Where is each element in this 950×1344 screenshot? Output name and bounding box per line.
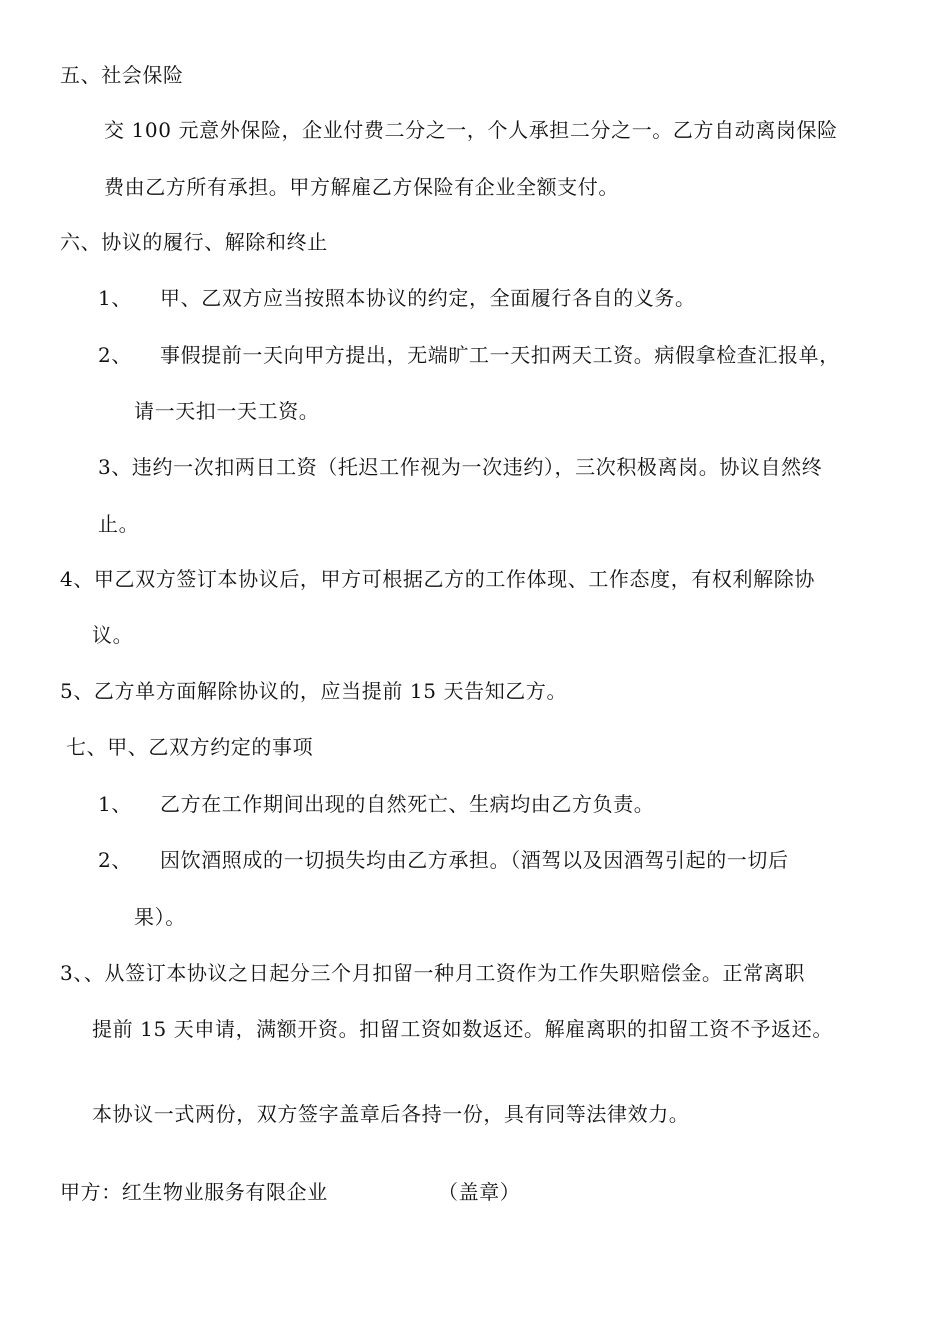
section6-item1	[98, 284, 696, 312]
section5-heading: 五、社会保险	[60, 63, 184, 87]
section6-item1-text: 甲、乙双方应当按照本协议的约定，全面履行各自的义务。	[160, 286, 696, 310]
section6-item1-number: 1、	[98, 286, 132, 310]
section6-item4-line2: 议。	[92, 623, 134, 647]
section7-item1-number: 1、	[98, 792, 132, 816]
section5-text-line1: 交 100 元意外保险，企业付费二分之一，个人承担二分之一。乙方自动离岗保险	[104, 118, 838, 142]
section6-item2-text: 事假提前一天向甲方提出，无端旷工一天扣两天工资。病假拿检查汇报单，	[160, 343, 840, 367]
section6-item5: 5、乙方单方面解除协议的，应当提前 15 天告知乙方。	[60, 679, 568, 703]
section6-item3-line2: 止。	[98, 512, 140, 536]
party-a-name: 甲方：红生物业服务有限企业	[60, 1180, 328, 1204]
section7-item2-continuation: 果）。	[134, 905, 186, 929]
section7-heading: 七、甲、乙双方约定的事项	[66, 735, 314, 759]
section7-item2	[98, 846, 789, 874]
party-a-signature-line	[60, 1178, 328, 1206]
section7-item2-text: 因饮酒照成的一切损失均由乙方承担。（酒驾以及因酒驾引起的一切后	[160, 848, 789, 872]
section7-item3-line2: 提前 15 天申请，满额开资。扣留工资如数返还。解雇离职的扣留工资不予返还。	[92, 1017, 833, 1041]
section7-item1	[98, 790, 654, 818]
section6-heading: 六、协议的履行、解除和终止	[60, 230, 328, 254]
section5-text-line2: 费由乙方所有承担。甲方解雇乙方保险有企业全额支付。	[104, 175, 619, 199]
section7-item2-number: 2、	[98, 848, 132, 872]
closing-statement: 本协议一式两份，双方签字盖章后各持一份，具有同等法律效力。	[92, 1102, 690, 1126]
section6-item2-number: 2、	[98, 343, 132, 367]
section6-item4-line1: 4、甲乙双方签订本协议后，甲方可根据乙方的工作体现、工作态度，有权利解除协	[60, 567, 815, 591]
section7-item1-text: 乙方在工作期间出现的自然死亡、生病均由乙方负责。	[160, 792, 655, 816]
section7-item3-line1: 3、、从签订本协议之日起分三个月扣留一种月工资作为工作失职赔偿金。正常离职	[60, 961, 805, 985]
stamp-label: （盖章）	[438, 1180, 521, 1204]
section6-item3-line1: 3、违约一次扣两日工资（托迟工作视为一次违约），三次积极离岗。协议自然终	[98, 455, 823, 479]
section6-item2-continuation: 请一天扣一天工资。	[134, 399, 320, 423]
section6-item2	[98, 341, 840, 369]
